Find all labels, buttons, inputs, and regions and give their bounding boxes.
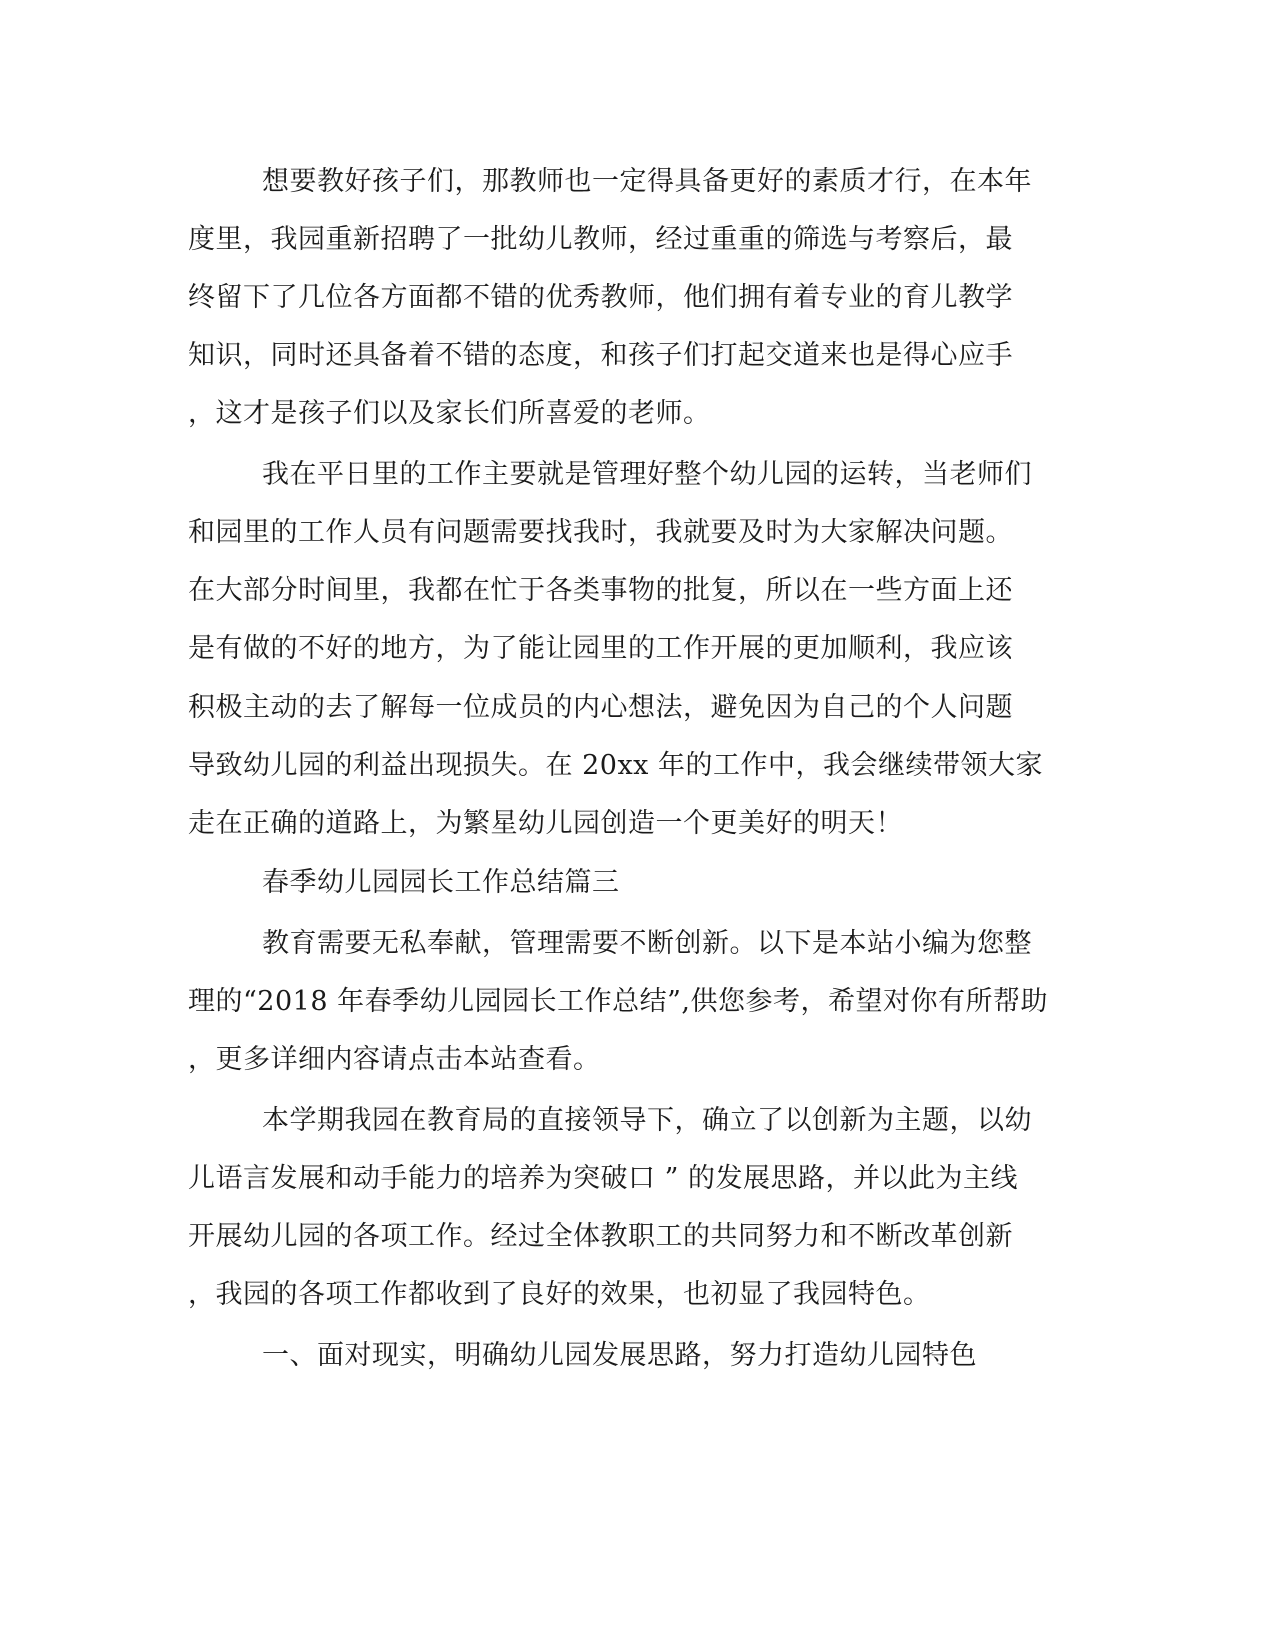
text-line: 开展幼儿园的各项工作。经过全体教职工的共同努力和不断改革创新 xyxy=(188,1221,1013,1252)
text-line: 想要教好孩子们，那教师也一定得具备更好的素质才行，在本年 xyxy=(262,166,1032,197)
text-line: 积极主动的去了解每一位成员的内心想法，避免因为自己的个人问题 xyxy=(188,692,1013,723)
text-line: 终留下了几位各方面都不错的优秀教师，他们拥有着专业的育儿教学 xyxy=(188,282,1013,313)
text-line: 走在正确的道路上，为繁星幼儿园创造一个更美好的明天！ xyxy=(188,808,903,839)
text-line: 本学期我园在教育局的直接领导下，确立了以创新为主题，以幼 xyxy=(262,1105,1032,1136)
text-line: 和园里的工作人员有问题需要找我时，我就要及时为大家解决问题。 xyxy=(188,517,1013,548)
text-line: 儿语言发展和动手能力的培养为突破口 ” 的发展思路，并以此为主线 xyxy=(188,1163,1018,1194)
text-line: 教育需要无私奉献，管理需要不断创新。以下是本站小编为您整 xyxy=(262,928,1032,959)
text-line: ，更多详细内容请点击本站查看。 xyxy=(188,1044,601,1075)
text-line: ，这才是孩子们以及家长们所喜爱的老师。 xyxy=(188,398,711,429)
text-line: 我在平日里的工作主要就是管理好整个幼儿园的运转，当老师们 xyxy=(262,459,1032,490)
text-line: 理的“2018 年春季幼儿园园长工作总结”,供您参考，希望对你有所帮助 xyxy=(188,986,1048,1017)
text-line: 在大部分时间里，我都在忙于各类事物的批复，所以在一些方面上还 xyxy=(188,575,1013,606)
text-line: 一、面对现实，明确幼儿园发展思路，努力打造幼儿园特色 xyxy=(262,1340,977,1371)
section-heading: 春季幼儿园园长工作总结篇三 xyxy=(262,867,620,898)
text-line: 知识，同时还具备着不错的态度，和孩子们打起交道来也是得心应手 xyxy=(188,340,1013,371)
text-line: ，我园的各项工作都收到了良好的效果，也初显了我园特色。 xyxy=(188,1279,931,1310)
text-line: 是有做的不好的地方，为了能让园里的工作开展的更加顺利，我应该 xyxy=(188,633,1013,664)
text-line: 度里，我园重新招聘了一批幼儿教师，经过重重的筛选与考察后，最 xyxy=(188,224,1013,255)
text-line: 导致幼儿园的利益出现损失。在 20xx 年的工作中，我会继续带领大家 xyxy=(188,750,1043,781)
